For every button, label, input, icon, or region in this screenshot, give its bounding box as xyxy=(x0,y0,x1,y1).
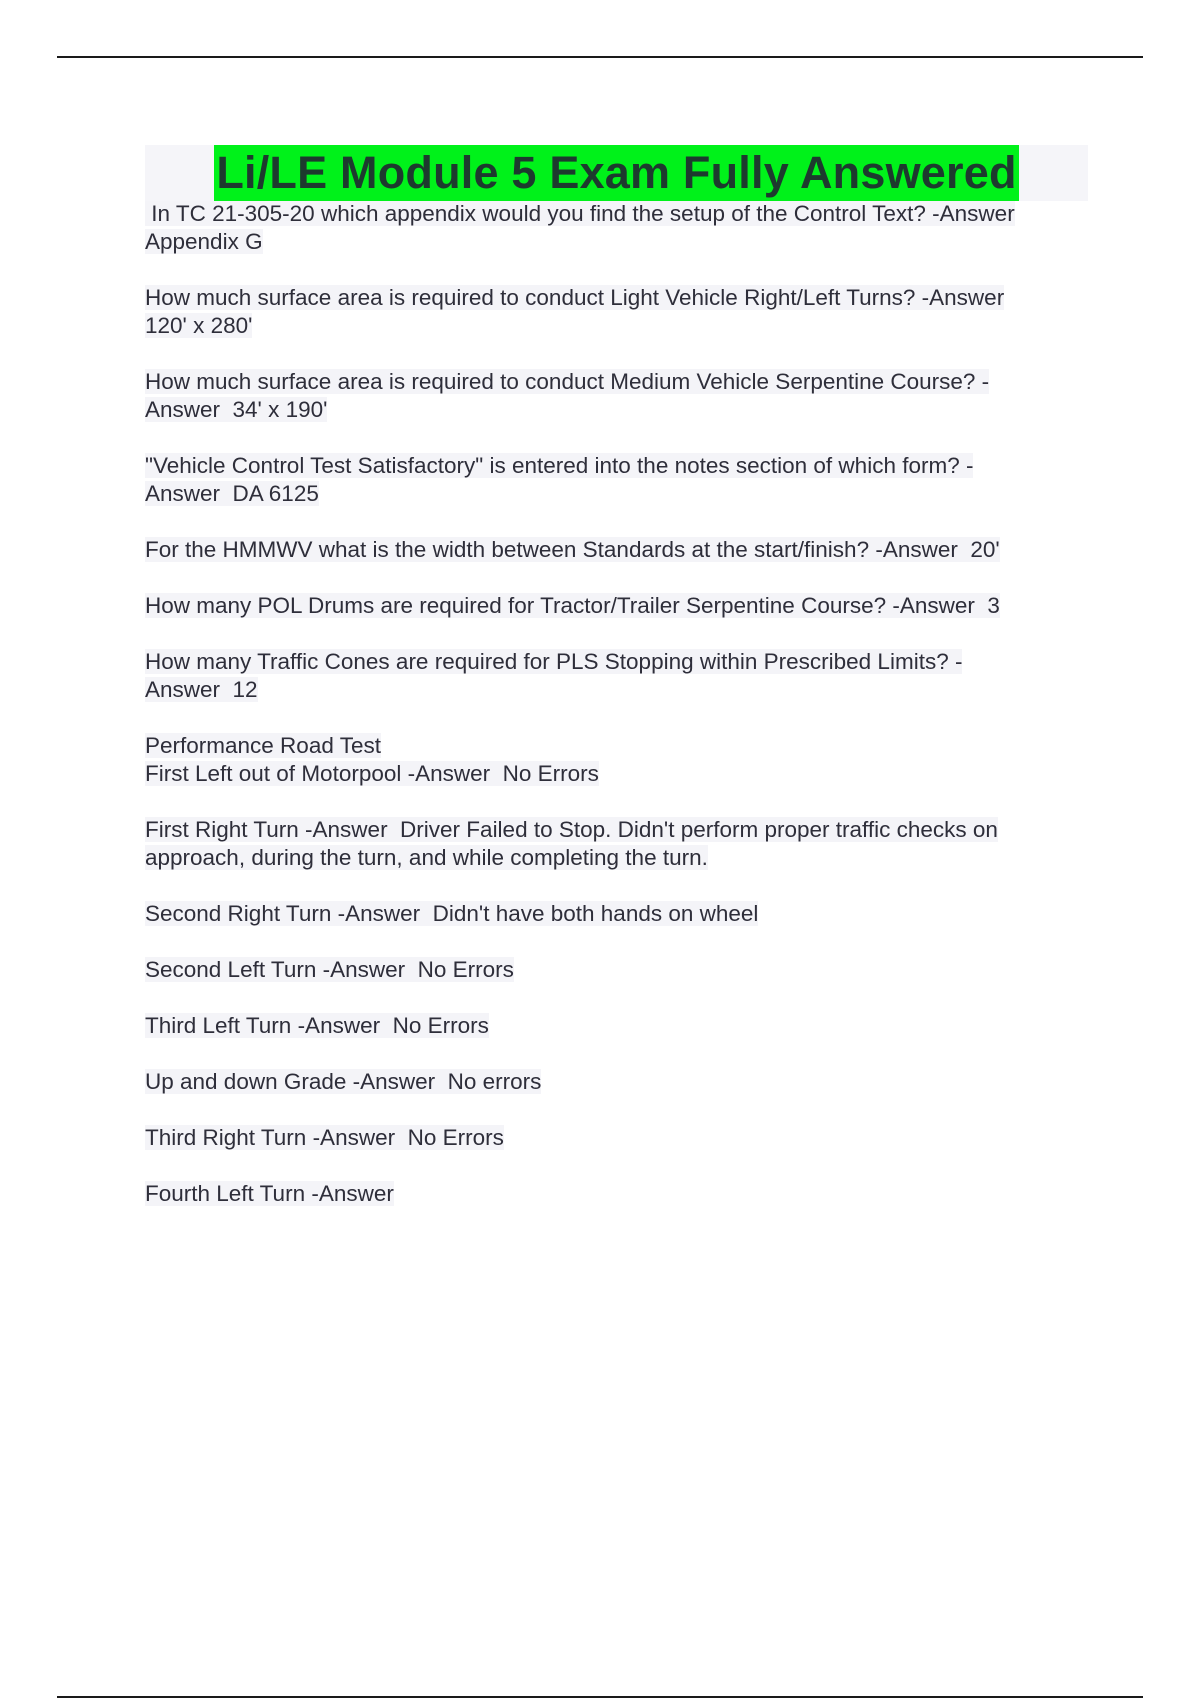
qa-line: Second Right Turn -Answer Didn't have both hands on wheel xyxy=(145,901,759,926)
qa-item xyxy=(145,1068,1095,1096)
qa-line: "Vehicle Control Test Satisfactory" is entered into the notes section of which form? - xyxy=(145,453,974,478)
qa-item xyxy=(145,200,1095,256)
qa-line: Performance Road Test xyxy=(145,733,381,758)
qa-line: 120' x 280' xyxy=(145,313,253,338)
page-title: Li/LE Module 5 Exam Fully Answered xyxy=(214,145,1018,201)
qa-line: Answer DA 6125 xyxy=(145,481,319,506)
qa-item xyxy=(145,732,1095,788)
qa-line: First Right Turn -Answer Driver Failed to Stop. Didn't perform proper traffic checks on xyxy=(145,817,998,842)
qa-line: Up and down Grade -Answer No errors xyxy=(145,1069,542,1094)
qa-item xyxy=(145,816,1095,872)
qa-line: In TC 21-305-20 which appendix would you find the setup of the Control Text? -Answer xyxy=(145,201,1015,226)
qa-line: First Left out of Motorpool -Answer No Errors xyxy=(145,761,599,786)
top-rule xyxy=(57,56,1143,58)
qa-item xyxy=(145,452,1095,508)
qa-item xyxy=(145,368,1095,424)
qa-line: How much surface area is required to conduct Medium Vehicle Serpentine Course? - xyxy=(145,369,990,394)
qa-line: Second Left Turn -Answer No Errors xyxy=(145,957,514,982)
qa-line: Answer 34' x 190' xyxy=(145,397,328,422)
qa-item xyxy=(145,536,1095,564)
qa-line: Fourth Left Turn -Answer xyxy=(145,1181,394,1206)
bottom-rule xyxy=(57,1696,1143,1698)
qa-line: How many Traffic Cones are required for PLS Stopping within Prescribed Limits? - xyxy=(145,649,963,674)
qa-line: Third Left Turn -Answer No Errors xyxy=(145,1013,489,1038)
qa-item xyxy=(145,648,1095,704)
qa-line: approach, during the turn, and while completing the turn. xyxy=(145,845,708,870)
qa-line: How many POL Drums are required for Tractor/Trailer Serpentine Course? -Answer 3 xyxy=(145,593,1000,618)
qa-item xyxy=(145,956,1095,984)
qa-list xyxy=(145,200,1095,1236)
qa-line: How much surface area is required to conduct Light Vehicle Right/Left Turns? -Answer xyxy=(145,285,1005,310)
qa-item xyxy=(145,1012,1095,1040)
qa-line: Appendix G xyxy=(145,229,263,254)
qa-line: Answer 12 xyxy=(145,677,258,702)
title-band xyxy=(145,145,1088,201)
qa-item xyxy=(145,592,1095,620)
qa-line: For the HMMWV what is the width between Standards at the start/finish? -Answer 20' xyxy=(145,537,1000,562)
qa-item xyxy=(145,900,1095,928)
qa-line: Third Right Turn -Answer No Errors xyxy=(145,1125,504,1150)
qa-item xyxy=(145,1124,1095,1152)
qa-item xyxy=(145,284,1095,340)
qa-item xyxy=(145,1180,1095,1208)
